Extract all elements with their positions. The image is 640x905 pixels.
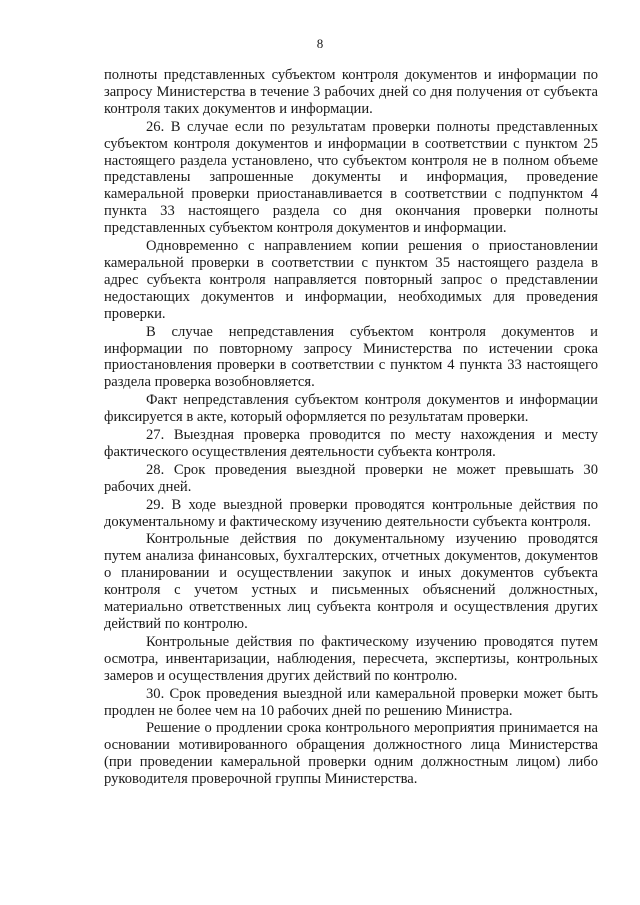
paragraph-30: 30. Срок проведения выездной или камеральной проверки может быть продлен не более чем на 10 рабочих дней по решению Министра. <box>104 685 598 719</box>
paragraph-26-resumption: В случае непредставления субъектом контроля документов и информации по повторному запросу Министерства по истечении срока приостановления проверки в соответствии с пунктом 4 пункта 33 настоящего раздела проверка возобновляется. <box>104 323 598 391</box>
paragraph-26-act-record: Факт непредставления субъектом контроля документов и информации фиксируется в акте, который оформляется по результатам проверки. <box>104 392 598 426</box>
paragraph-26: 26. В случае если по результатам проверки полноты представленных субъектом контроля документов и информации в соответствии с пунктом 25 настоящего раздела установлено, что субъектом контроля не в полном объеме представлены запрошенные документы и информация, проведение камеральной проверки приостанавливается в соответствии с подпунктом 4 пункта 33 настоящего раздела со дня окончания проверки полноты представленных субъектом контроля документов и информации. <box>104 118 598 237</box>
paragraph-27: 27. Выездная проверка проводится по месту нахождения и месту фактического осуществления деятельности субъекта контроля. <box>104 427 598 460</box>
paragraph-29-documentary-study: Контрольные действия по документальному изучению проводятся путем анализа финансовых, бухгалтерских, отчетных документов, документов о планировании и осуществлении закупок и иных документов субъекта контроля с учетом устных и письменных объяснений должностных, материально ответственных лиц субъекта контроля и осуществления других действий по контролю. <box>104 531 598 632</box>
paragraph-29: 29. В ходе выездной проверки проводятся контрольные действия по документальному и фактическому изучению деятельности субъекта контроля. <box>104 496 598 530</box>
paragraph-29-factual-study: Контрольные действия по фактическому изучению проводятся путем осмотра, инвентаризации, наблюдения, пересчета, экспертизы, контрольных замеров и осуществления других действий по контролю. <box>104 633 598 684</box>
page-number: 8 <box>316 36 324 51</box>
paragraph-26-suspension-request: Одновременно с направлением копии решения о приостановлении камеральной проверки в соответствии с пунктом 35 настоящего раздела в адрес субъекта контроля направляется повторный запрос о представлении недостающих документов и информации, необходимых для проведения проверки. <box>104 238 598 322</box>
document-body <box>104 67 598 788</box>
paragraph-30-extension-decision: Решение о продлении срока контрольного мероприятия принимается на основании мотивированного обращения должностного лица Министерства (при проведении камеральной проверки одним должностным лицом) либо руководителя проверочной группы Министерства. <box>104 720 598 788</box>
paragraph-continuation: полноты представленных субъектом контроля документов и информации по запросу Министерства в течение 3 рабочих дней со дня получения от субъекта контроля таких документов и информации. <box>104 67 598 117</box>
paragraph-28: 28. Срок проведения выездной проверки не может превышать 30 рабочих дней. <box>104 461 598 495</box>
